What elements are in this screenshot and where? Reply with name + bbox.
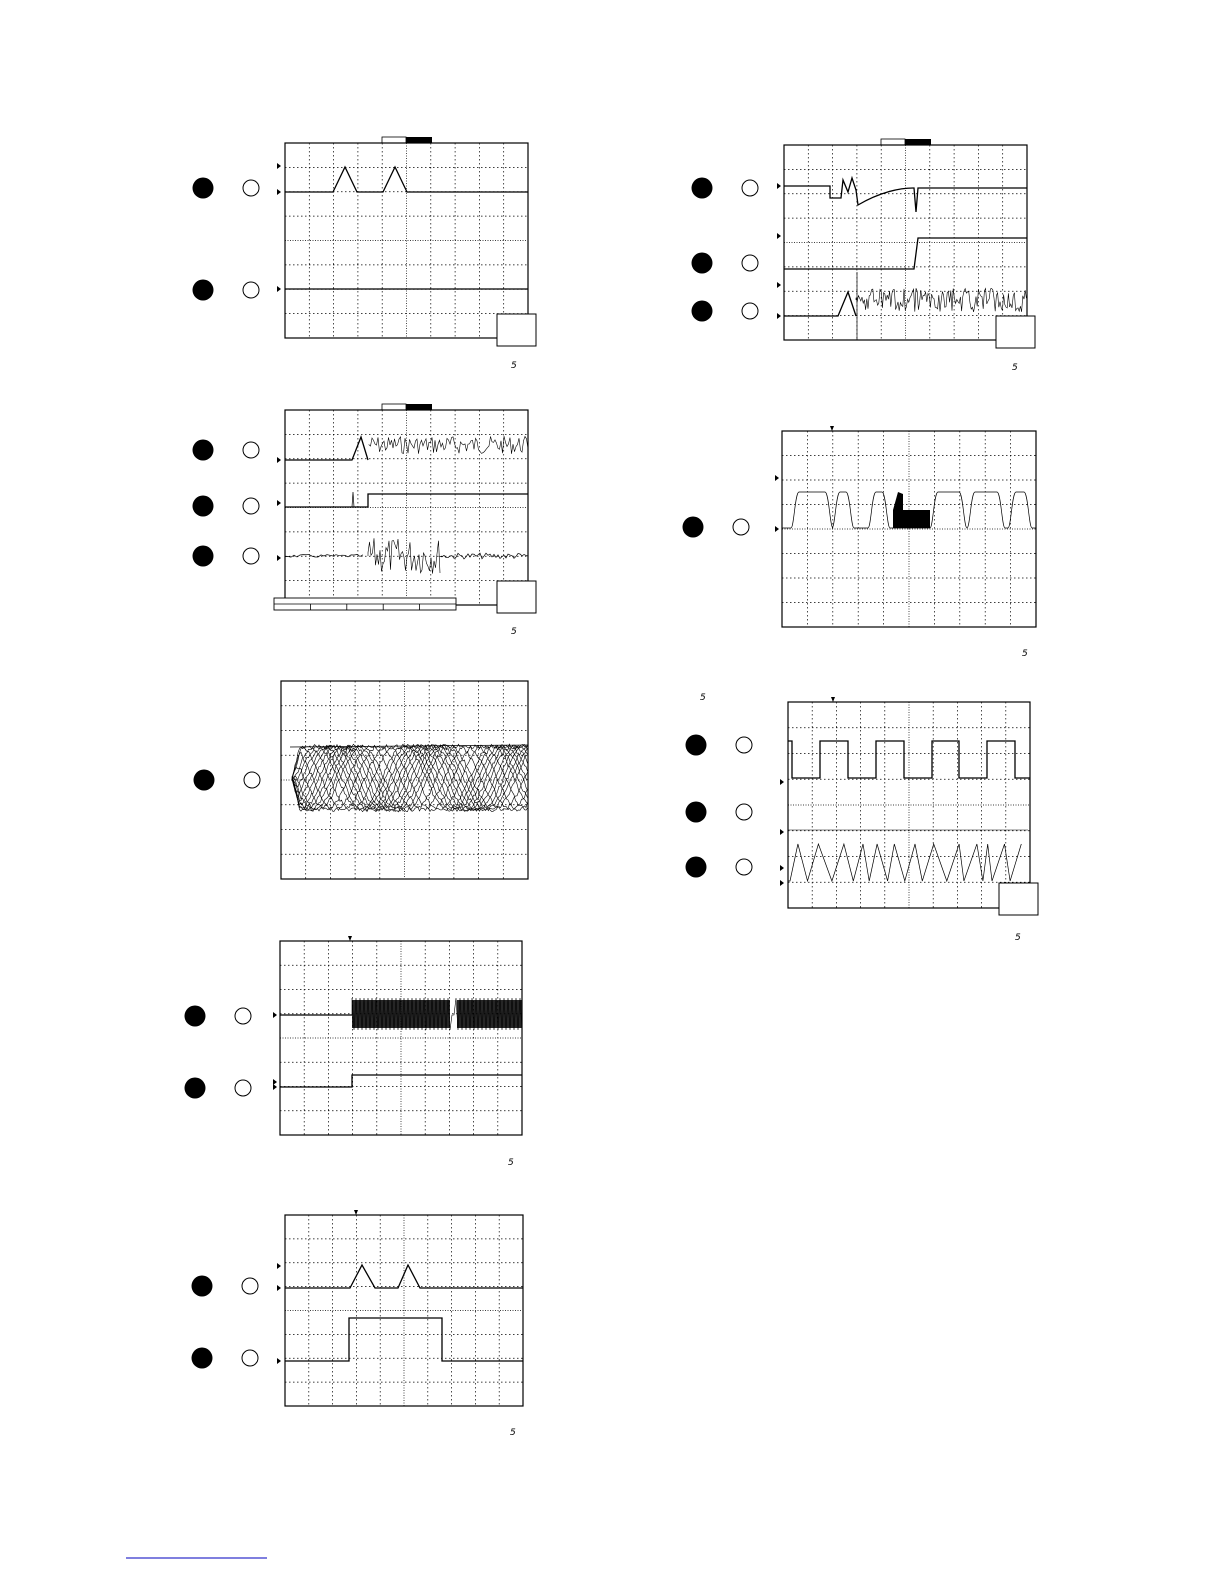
- channel-marker-open: [242, 1278, 258, 1294]
- channel-marker-filled: [193, 280, 214, 301]
- cursor-bar-open: [881, 139, 905, 145]
- level-marker-icon: [780, 779, 784, 785]
- channel-marker-open: [243, 282, 259, 298]
- channel-marker-open: [243, 498, 259, 514]
- channel-marker-open: [736, 737, 752, 753]
- level-marker-icon: [277, 1263, 281, 1269]
- scope-label: 5: [1022, 649, 1028, 659]
- channel-marker-open: [243, 548, 259, 564]
- channel-marker-open: [235, 1080, 251, 1096]
- scope-6: [692, 139, 1036, 373]
- cursor-bar-open: [382, 137, 406, 143]
- cursor-bar-filled: [406, 404, 432, 410]
- channel-marker-filled: [194, 770, 215, 791]
- level-marker-icon: [777, 233, 781, 239]
- level-marker-icon: [777, 282, 781, 288]
- level-marker-icon: [273, 1079, 277, 1085]
- channel-marker-open: [742, 180, 758, 196]
- trigger-marker-icon: [348, 936, 352, 941]
- level-marker-icon: [277, 286, 281, 292]
- channel-marker-open: [242, 1350, 258, 1366]
- channel-marker-filled: [692, 301, 713, 322]
- channel-marker-filled: [185, 1078, 206, 1099]
- scope-7: [683, 426, 1037, 659]
- dense-burst: [457, 1000, 522, 1028]
- cursor-bar-filled: [905, 139, 931, 145]
- channel-marker-filled: [193, 178, 214, 199]
- level-marker-icon: [277, 1358, 281, 1364]
- trigger-marker-icon: [831, 697, 835, 702]
- scope-label: 5: [511, 361, 517, 371]
- channel-marker-open: [742, 255, 758, 271]
- channel-marker-filled: [193, 546, 214, 567]
- channel-marker-filled: [692, 253, 713, 274]
- channel-marker-filled: [686, 735, 707, 756]
- scope-label: 5: [1012, 363, 1018, 373]
- channel-marker-filled: [686, 802, 707, 823]
- scope-3: [194, 681, 707, 879]
- scope-label: 5: [510, 1428, 516, 1438]
- scope-2: [193, 404, 537, 637]
- channel-marker-filled: [686, 857, 707, 878]
- channel-marker-filled: [193, 440, 214, 461]
- level-marker-icon: [277, 163, 281, 169]
- channel-marker-filled: [192, 1276, 213, 1297]
- timebase-box: [999, 883, 1038, 915]
- timebase-box: [497, 314, 536, 346]
- scope-5: [192, 1210, 524, 1438]
- scope-8: [686, 697, 1039, 943]
- channel-marker-open: [733, 519, 749, 535]
- level-marker-icon: [277, 457, 281, 463]
- channel-marker-open: [243, 442, 259, 458]
- level-marker-icon: [277, 500, 281, 506]
- level-marker-icon: [775, 475, 779, 481]
- dense-burst: [352, 1000, 450, 1028]
- scope-label: 5: [508, 1158, 514, 1168]
- channel-marker-filled: [193, 496, 214, 517]
- timebase-box: [996, 316, 1035, 348]
- cursor-bar-open: [382, 404, 406, 410]
- channel-marker-open: [243, 180, 259, 196]
- scope-label: 5: [511, 627, 517, 637]
- level-marker-icon: [273, 1084, 277, 1090]
- level-marker-icon: [277, 555, 281, 561]
- trigger-marker-icon: [354, 1210, 358, 1215]
- level-marker-icon: [273, 1012, 277, 1018]
- level-marker-icon: [277, 189, 281, 195]
- scope-1: [193, 137, 537, 371]
- channel-marker-open: [736, 804, 752, 820]
- channel-marker-open: [736, 859, 752, 875]
- level-marker-icon: [780, 865, 784, 871]
- scope-label: 5: [700, 693, 706, 703]
- level-marker-icon: [277, 1285, 281, 1291]
- trigger-marker-icon: [830, 426, 834, 431]
- timebase-box: [497, 581, 536, 613]
- level-marker-icon: [777, 183, 781, 189]
- scope-4: [185, 936, 523, 1168]
- channel-marker-open: [742, 303, 758, 319]
- channel-marker-filled: [683, 517, 704, 538]
- channel-marker-filled: [185, 1006, 206, 1027]
- level-marker-icon: [775, 526, 779, 532]
- burst-fill: [903, 510, 930, 528]
- channel-marker-filled: [192, 1348, 213, 1369]
- level-marker-icon: [777, 313, 781, 319]
- channel-marker-open: [244, 772, 260, 788]
- level-marker-icon: [780, 829, 784, 835]
- cursor-bar-filled: [406, 137, 432, 143]
- level-marker-icon: [780, 880, 784, 886]
- channel-marker-filled: [692, 178, 713, 199]
- scope-label: 5: [1015, 933, 1021, 943]
- channel-marker-open: [235, 1008, 251, 1024]
